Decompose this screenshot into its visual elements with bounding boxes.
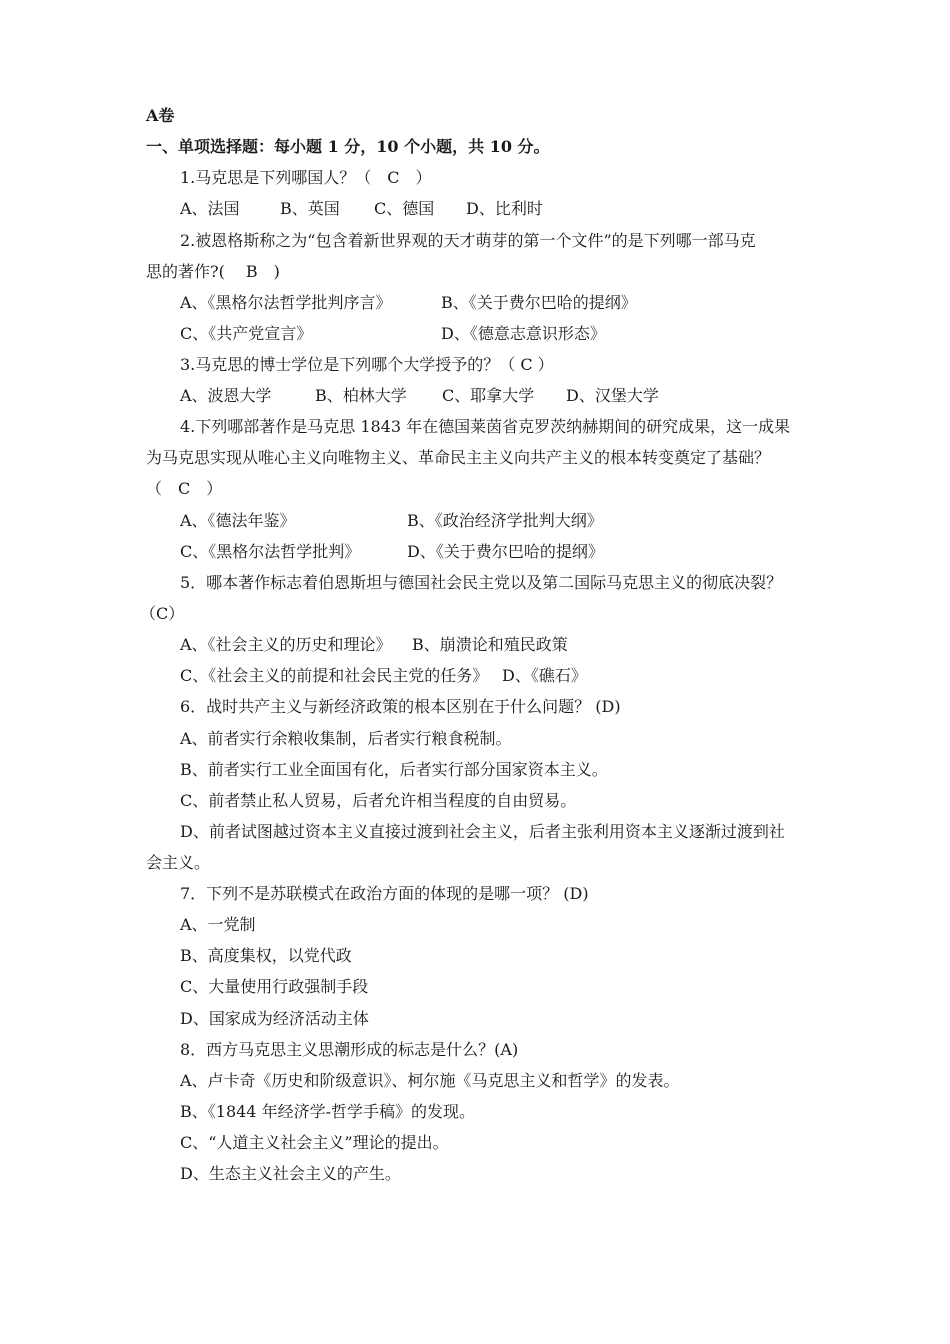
option-d: D、《德意志意识形态》 — [441, 324, 606, 343]
option-a: A、波恩大学 — [180, 386, 272, 405]
question-2-stem-line-2: 思的著作?( B ) — [146, 262, 280, 281]
option-a: A、《德法年鉴》 — [180, 511, 296, 530]
option-b: B、崩溃论和殖民政策 — [412, 635, 568, 654]
option-b: B、《政治经济学批判大纲》 — [407, 511, 603, 530]
option-c: C、《黑格尔法哲学批判》 — [180, 542, 361, 561]
question-6-option-c: C、前者禁止私人贸易，后者允许相当程度的自由贸易。 — [180, 791, 577, 810]
option-c: C、德国 — [374, 199, 435, 218]
question-8-option-c: C、“人道主义社会主义”理论的提出。 — [180, 1133, 449, 1152]
option-c: C、耶拿大学 — [442, 386, 535, 405]
question-7-option-d: D、国家成为经济活动主体 — [180, 1009, 369, 1028]
question-7-stem: 7．下列不是苏联模式在政治方面的体现的是哪一项？ (D) — [180, 884, 589, 903]
option-b: B、柏林大学 — [315, 386, 407, 405]
question-5-stem-line-2: （C） — [140, 604, 185, 623]
option-d: D、比利时 — [466, 199, 543, 218]
question-7-option-a: A、一党制 — [180, 915, 256, 934]
question-6-option-a: A、前者实行余粮收集制，后者实行粮食税制。 — [180, 729, 512, 748]
question-5-stem-line-1: 5．哪本著作标志着伯恩斯坦与德国社会民主党以及第二国际马克思主义的彻底决裂？ — [180, 573, 783, 592]
option-a: A、《黑格尔法哲学批判序言》 — [180, 293, 392, 312]
question-6-option-d-line-1: D、前者试图越过资本主义直接过渡到社会主义，后者主张利用资本主义逐渐过渡到社 — [180, 822, 785, 841]
option-d: D、汉堡大学 — [566, 386, 659, 405]
question-4-stem-line-3: （ C ） — [146, 479, 223, 498]
option-b: B、英国 — [280, 199, 340, 218]
option-c: C、《社会主义的前提和社会民主党的任务》 — [180, 666, 489, 685]
question-3-stem: 3.马克思的博士学位是下列哪个大学授予的？（ C ） — [180, 355, 554, 374]
question-8-option-d: D、生态主义社会主义的产生。 — [180, 1164, 401, 1183]
paper-title: A卷 — [146, 106, 175, 125]
question-1-stem: 1.马克思是下列哪国人？（ C ） — [180, 168, 432, 187]
question-6-stem: 6．战时共产主义与新经济政策的根本区别在于什么问题？ (D) — [180, 697, 621, 716]
question-8-stem: 8．西方马克思主义思潮形成的标志是什么？(A) — [180, 1040, 519, 1059]
option-d: D、《关于费尔巴哈的提纲》 — [407, 542, 604, 561]
option-a: A、《社会主义的历史和理论》 — [180, 635, 392, 654]
question-2-stem-line-1: 2.被恩格斯称之为“包含着新世界观的天才萌芽的第一个文件”的是下列哪一部马克 — [180, 231, 756, 250]
question-8-option-b: B、《1844 年经济学-哲学手稿》的发现。 — [180, 1102, 475, 1121]
option-c: C、《共产党宣言》 — [180, 324, 313, 343]
question-4-stem-line-2: 为马克思实现从唯心主义向唯物主义、革命民主主义向共产主义的根本转变奠定了基础？ — [146, 448, 771, 467]
option-b: B、《关于费尔巴哈的提纲》 — [441, 293, 637, 312]
question-8-option-a: A、卢卡奇《历史和阶级意识》、柯尔施《马克思主义和哲学》的发表。 — [180, 1071, 680, 1090]
question-4-stem-line-1: 4.下列哪部著作是马克思 1843 年在德国莱茵省克罗茨纳赫期间的研究成果，这一成果 — [180, 417, 791, 436]
question-7-option-c: C、大量使用行政强制手段 — [180, 977, 369, 996]
question-6-option-b: B、前者实行工业全面国有化，后者实行部分国家资本主义。 — [180, 760, 608, 779]
question-6-option-d-line-2: 会主义。 — [146, 853, 211, 872]
question-7-option-b: B、高度集权，以党代政 — [180, 946, 352, 965]
option-d: D、《礁石》 — [502, 666, 587, 685]
section-heading: 一、单项选择题：每小题 1 分，10 个小题，共 10 分。 — [146, 137, 550, 156]
option-a: A、法国 — [180, 199, 240, 218]
